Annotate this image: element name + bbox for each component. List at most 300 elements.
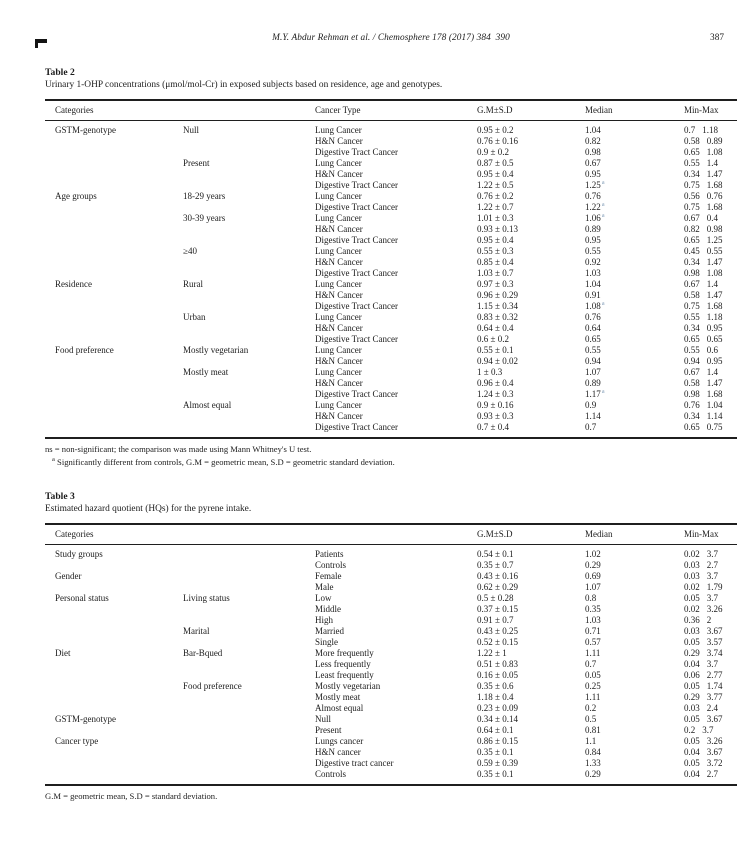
subcategory-cell: Present xyxy=(183,158,210,168)
median-cell: 0.29 xyxy=(585,768,601,779)
subcategory-cell: Food preference xyxy=(183,680,242,691)
table-row xyxy=(45,279,737,290)
category-cell xyxy=(45,169,183,180)
min-max-cell: 0.45 0.55 xyxy=(684,246,723,256)
table-row xyxy=(45,400,737,411)
item-cell: High xyxy=(315,614,333,625)
table-row xyxy=(45,758,737,769)
category-cell: Personal status xyxy=(55,592,109,603)
footnote-text: Significantly different from controls, G.M = geometric mean, S.D = geometric standard deviation. xyxy=(57,456,395,467)
item-cell: Lung Cancer xyxy=(315,191,362,201)
subcategory-cell xyxy=(183,571,315,582)
category-cell: Food preference xyxy=(55,345,114,355)
col-header-empty xyxy=(315,524,477,545)
min-max-cell: 0.58 0.89 xyxy=(684,136,723,146)
median-cell: 0.9 xyxy=(585,400,597,410)
min-max-cell: 0.75 1.68 xyxy=(684,202,723,212)
table3 xyxy=(45,523,737,786)
gm-sd-cell: 0.37 ± 0.15 xyxy=(477,603,518,614)
min-max-cell: 0.67 1.4 xyxy=(684,279,718,289)
category-cell xyxy=(45,692,183,703)
min-max-cell: 0.29 3.74 xyxy=(684,647,723,658)
min-max-cell: 0.65 0.65 xyxy=(684,334,723,344)
subcategory-cell: Mostly meat xyxy=(183,367,229,377)
gm-sd-cell: 0.5 ± 0.28 xyxy=(477,592,514,603)
category-cell xyxy=(45,422,183,438)
min-max-cell: 0.02 1.79 xyxy=(684,581,723,592)
subcategory-cell xyxy=(183,257,315,268)
min-max-cell: 0.7 1.18 xyxy=(684,125,718,135)
subcategory-cell xyxy=(183,356,315,367)
category-cell xyxy=(45,378,183,389)
table-row xyxy=(45,367,737,378)
min-max-cell: 0.65 1.25 xyxy=(684,235,723,245)
min-max-cell: 0.76 1.04 xyxy=(684,400,723,410)
table-row xyxy=(45,692,737,703)
median-cell: 0.29 xyxy=(585,559,601,570)
col-header-cancer-type: Cancer Type xyxy=(315,100,477,121)
category-cell xyxy=(45,670,183,681)
table3-footnotes xyxy=(45,791,737,802)
category-cell xyxy=(45,758,183,769)
col-header-empty xyxy=(183,100,315,121)
gm-sd-cell: 0.9 ± 0.2 xyxy=(477,147,509,157)
subcategory-cell xyxy=(183,747,315,758)
median-cell: 0.84 xyxy=(585,746,601,757)
min-max-cell: 0.03 2.4 xyxy=(684,702,718,713)
item-cell: H&N Cancer xyxy=(315,411,363,421)
item-cell: Digestive Tract Cancer xyxy=(315,268,398,278)
gm-sd-cell: 1.01 ± 0.3 xyxy=(477,213,514,223)
gm-sd-cell: 1 ± 0.3 xyxy=(477,367,503,377)
item-cell: Single xyxy=(315,636,339,647)
table2-header-row xyxy=(45,100,737,121)
significance-superscript: a xyxy=(601,389,605,395)
category-cell xyxy=(45,136,183,147)
gm-sd-cell: 0.9 ± 0.16 xyxy=(477,400,514,410)
category-cell xyxy=(45,703,183,714)
table-row xyxy=(45,257,737,268)
category-cell xyxy=(45,202,183,213)
median-cell: 0.95 xyxy=(585,235,601,245)
gm-sd-cell: 1.15 ± 0.34 xyxy=(477,301,518,311)
item-cell: Digestive Tract Cancer xyxy=(315,422,398,432)
gm-sd-cell: 0.91 ± 0.7 xyxy=(477,614,514,625)
median-cell: 0.64 xyxy=(585,323,601,333)
gm-sd-cell: 1.24 ± 0.3 xyxy=(477,389,514,399)
category-cell xyxy=(45,312,183,323)
subcategory-cell xyxy=(183,725,315,736)
min-max-cell: 0.58 1.47 xyxy=(684,378,723,388)
item-cell: Lung Cancer xyxy=(315,312,362,322)
gm-sd-cell: 0.93 ± 0.13 xyxy=(477,224,518,234)
item-cell: H&N Cancer xyxy=(315,378,363,388)
subcategory-cell xyxy=(183,769,315,785)
category-cell: Residence xyxy=(55,279,92,289)
category-cell xyxy=(45,224,183,235)
gm-sd-cell: 0.52 ± 0.15 xyxy=(477,636,518,647)
gm-sd-cell: 0.97 ± 0.3 xyxy=(477,279,514,289)
table-row xyxy=(45,670,737,681)
category-cell xyxy=(45,180,183,191)
category-cell xyxy=(45,582,183,593)
min-max-cell: 0.02 3.7 xyxy=(684,548,718,559)
category-cell xyxy=(45,301,183,312)
category-cell: Diet xyxy=(55,647,71,658)
median-cell: 0.69 xyxy=(585,570,601,581)
table-row xyxy=(45,180,737,191)
category-cell xyxy=(45,213,183,224)
category-cell xyxy=(45,389,183,400)
gm-sd-cell: 0.95 ± 0.4 xyxy=(477,235,514,245)
subcategory-cell xyxy=(183,224,315,235)
item-cell: H&N cancer xyxy=(315,746,361,757)
median-cell: 0.2 xyxy=(585,702,597,713)
item-cell: Female xyxy=(315,570,342,581)
table-row xyxy=(45,224,737,235)
min-max-cell: 0.67 1.4 xyxy=(684,367,718,377)
item-cell: Least frequently xyxy=(315,669,374,680)
item-cell: Controls xyxy=(315,559,347,570)
item-cell: More frequently xyxy=(315,647,374,658)
median-cell: 1.17$^a$ xyxy=(585,389,605,399)
item-cell: Married xyxy=(315,625,344,636)
item-cell: Lungs cancer xyxy=(315,735,364,746)
table-row xyxy=(45,637,737,648)
item-cell: H&N Cancer xyxy=(315,290,363,300)
table-row xyxy=(45,147,737,158)
gm-sd-cell: 1.22 ± 0.7 xyxy=(477,202,514,212)
page-header xyxy=(45,33,737,46)
table-row xyxy=(45,582,737,593)
table2-section xyxy=(45,67,737,467)
category-cell xyxy=(45,323,183,334)
median-cell: 1.25$^a$ xyxy=(585,180,605,190)
median-cell: 0.67 xyxy=(585,158,601,168)
table-row xyxy=(45,681,737,692)
category-cell: Age groups xyxy=(55,191,97,201)
item-cell: Mostly vegetarian xyxy=(315,680,381,691)
item-cell: Digestive Tract Cancer xyxy=(315,334,398,344)
min-max-cell: 0.98 1.08 xyxy=(684,268,723,278)
median-cell: 0.89 xyxy=(585,224,601,234)
table-row xyxy=(45,202,737,213)
min-max-cell: 0.2 3.7 xyxy=(684,724,714,735)
median-cell: 1.04 xyxy=(585,279,601,289)
category-cell xyxy=(45,147,183,158)
category-cell xyxy=(45,400,183,411)
median-cell: 1.03 xyxy=(585,614,601,625)
subcategory-cell xyxy=(183,604,315,615)
table-row xyxy=(45,593,737,604)
category-cell xyxy=(45,334,183,345)
min-max-cell: 0.04 3.67 xyxy=(684,746,723,757)
col-header-categories: Categories xyxy=(45,100,183,121)
subcategory-cell xyxy=(183,147,315,158)
median-cell: 1.33 xyxy=(585,757,601,768)
significance-superscript: a xyxy=(601,180,605,186)
item-cell: Less frequently xyxy=(315,658,371,669)
significance-superscript: a xyxy=(601,301,605,307)
col-header-min-max: Min-Max xyxy=(684,100,737,121)
item-cell: Digestive Tract Cancer xyxy=(315,301,398,311)
table-row xyxy=(45,648,737,659)
footnote-text: ns = non-significant; the comparison was made using Mann Whitney's U test. xyxy=(45,444,312,454)
gm-sd-cell: 0.7 ± 0.4 xyxy=(477,422,509,432)
category-cell xyxy=(45,637,183,648)
median-cell: 1.11 xyxy=(585,691,601,702)
min-max-cell: 0.34 1.47 xyxy=(684,257,723,267)
subcategory-cell xyxy=(183,703,315,714)
table-row xyxy=(45,246,737,257)
significance-superscript: a xyxy=(601,202,605,208)
gm-sd-cell: 0.23 ± 0.09 xyxy=(477,702,518,713)
subcategory-cell xyxy=(183,714,315,725)
min-max-cell: 0.65 1.08 xyxy=(684,147,723,157)
table-row xyxy=(45,736,737,747)
min-max-cell: 0.55 1.4 xyxy=(684,158,718,168)
item-cell: Lung Cancer xyxy=(315,158,362,168)
item-cell: Digestive Tract Cancer xyxy=(315,235,398,245)
median-cell: 1.07 xyxy=(585,367,601,377)
col-header-gm-sd: G.M±S.D xyxy=(477,100,585,121)
table3-section xyxy=(45,491,737,802)
gm-sd-cell: 1.18 ± 0.4 xyxy=(477,691,514,702)
table-row xyxy=(45,334,737,345)
min-max-cell: 0.05 3.72 xyxy=(684,757,723,768)
table-row xyxy=(45,191,737,202)
gm-sd-cell: 0.55 ± 0.3 xyxy=(477,246,514,256)
gm-sd-cell: 0.62 ± 0.29 xyxy=(477,581,518,592)
gm-sd-cell: 0.35 ± 0.1 xyxy=(477,746,514,757)
min-max-cell: 0.04 3.7 xyxy=(684,658,718,669)
table-row xyxy=(45,725,737,736)
col-header-median: Median xyxy=(585,100,684,121)
subcategory-cell: Mostly vegetarian xyxy=(183,345,249,355)
min-max-cell: 0.05 1.74 xyxy=(684,680,723,691)
table-row xyxy=(45,747,737,758)
item-cell: H&N Cancer xyxy=(315,224,363,234)
category-cell xyxy=(45,626,183,637)
min-max-cell: 0.34 1.47 xyxy=(684,169,723,179)
item-cell: H&N Cancer xyxy=(315,323,363,333)
subcategory-cell xyxy=(183,560,315,571)
table3-label: Table 3 xyxy=(45,490,75,502)
category-cell xyxy=(45,747,183,758)
subcategory-cell xyxy=(183,290,315,301)
min-max-cell: 0.58 1.47 xyxy=(684,290,723,300)
page-number: 387 xyxy=(710,33,724,43)
running-head: M.Y. Abdur Rehman et al. / Chemosphere 178 (2017) 384 390 xyxy=(272,33,510,43)
subcategory-cell xyxy=(183,544,315,560)
median-cell: 0.05 xyxy=(585,669,601,680)
subcategory-cell xyxy=(183,202,315,213)
subcategory-cell xyxy=(183,637,315,648)
col-header-categories: Categories xyxy=(45,524,183,545)
table-row xyxy=(45,378,737,389)
subcategory-cell: Marital xyxy=(183,625,210,636)
gm-sd-cell: 0.6 ± 0.2 xyxy=(477,334,509,344)
category-cell xyxy=(45,604,183,615)
gm-sd-cell: 1.22 ± 1 xyxy=(477,647,507,658)
category-cell xyxy=(45,356,183,367)
table-row xyxy=(45,626,737,637)
category-cell: GSTM-genotype xyxy=(55,125,116,135)
footnote xyxy=(45,455,737,467)
min-max-cell: 0.06 2.77 xyxy=(684,669,723,680)
median-cell: 0.76 xyxy=(585,191,601,201)
min-max-cell: 0.03 2.7 xyxy=(684,559,718,570)
subcategory-cell xyxy=(183,323,315,334)
subcategory-cell xyxy=(183,615,315,626)
gm-sd-cell: 0.51 ± 0.83 xyxy=(477,658,518,669)
item-cell: Digestive Tract Cancer xyxy=(315,202,398,212)
gm-sd-cell: 0.35 ± 0.6 xyxy=(477,680,514,691)
subcategory-cell: Bar-Bqued xyxy=(183,647,223,658)
gm-sd-cell: 0.95 ± 0.2 xyxy=(477,125,514,135)
footnote-text: G.M = geometric mean, S.D = standard deviation. xyxy=(45,790,218,801)
table2 xyxy=(45,99,737,439)
table2-footnotes xyxy=(45,444,737,467)
item-cell: Almost equal xyxy=(315,702,364,713)
gm-sd-cell: 0.76 ± 0.16 xyxy=(477,136,518,146)
median-cell: 0.94 xyxy=(585,356,601,366)
col-header-gm-sd: G.M±S.D xyxy=(477,524,585,545)
gm-sd-cell: 0.35 ± 0.1 xyxy=(477,768,514,779)
subcategory-cell: ≥40 xyxy=(183,246,197,256)
gm-sd-cell: 0.64 ± 0.1 xyxy=(477,724,514,735)
median-cell: 0.95 xyxy=(585,169,601,179)
median-cell: 0.8 xyxy=(585,592,597,603)
table-row xyxy=(45,268,737,279)
min-max-cell: 0.05 3.7 xyxy=(684,592,718,603)
subcategory-cell xyxy=(183,301,315,312)
subcategory-cell: 18-29 years xyxy=(183,191,226,201)
item-cell: H&N Cancer xyxy=(315,257,363,267)
table3-header-row xyxy=(45,524,737,545)
category-cell: Study groups xyxy=(55,548,103,559)
table-row xyxy=(45,560,737,571)
gm-sd-cell: 0.54 ± 0.1 xyxy=(477,548,514,559)
category-cell xyxy=(45,411,183,422)
subcategory-cell xyxy=(183,268,315,279)
median-cell: 1.06$^a$ xyxy=(585,213,605,223)
median-cell: 0.7 xyxy=(585,658,597,669)
table-row xyxy=(45,301,737,312)
gm-sd-cell: 0.55 ± 0.1 xyxy=(477,345,514,355)
min-max-cell: 0.55 1.18 xyxy=(684,312,723,322)
min-max-cell: 0.82 0.98 xyxy=(684,224,723,234)
min-max-cell: 0.02 3.26 xyxy=(684,603,723,614)
median-cell: 0.55 xyxy=(585,246,601,256)
median-cell: 0.81 xyxy=(585,724,601,735)
category-cell xyxy=(45,158,183,169)
median-cell: 0.91 xyxy=(585,290,601,300)
item-cell: Low xyxy=(315,592,332,603)
table-row xyxy=(45,345,737,356)
min-max-cell: 0.04 2.7 xyxy=(684,768,718,779)
table-row xyxy=(45,323,737,334)
median-cell: 0.25 xyxy=(585,680,601,691)
item-cell: Lung Cancer xyxy=(315,125,362,135)
item-cell: Null xyxy=(315,713,332,724)
table-row xyxy=(45,312,737,323)
category-cell xyxy=(45,367,183,378)
table-row xyxy=(45,389,737,400)
table-row xyxy=(45,769,737,785)
footnote-marker: a xyxy=(52,455,55,463)
item-cell: H&N Cancer xyxy=(315,136,363,146)
table3-caption: Estimated hazard quotient (HQs) for the pyrene intake. xyxy=(45,503,252,514)
median-cell: 0.65 xyxy=(585,334,601,344)
table-row xyxy=(45,703,737,714)
item-cell: Lung Cancer xyxy=(315,246,362,256)
min-max-cell: 0.75 1.68 xyxy=(684,180,723,190)
category-cell xyxy=(45,681,183,692)
subcategory-cell xyxy=(183,422,315,438)
table-row xyxy=(45,411,737,422)
item-cell: Mostly meat xyxy=(315,691,361,702)
category-cell xyxy=(45,659,183,670)
col-header-median: Median xyxy=(585,524,684,545)
median-cell: 1.11 xyxy=(585,647,601,658)
item-cell: Male xyxy=(315,581,334,592)
journal-page xyxy=(0,33,742,847)
min-max-cell: 0.94 0.95 xyxy=(684,356,723,366)
subcategory-cell: Rural xyxy=(183,279,203,289)
min-max-cell: 0.05 3.67 xyxy=(684,713,723,724)
table-row xyxy=(45,169,737,180)
subcategory-cell xyxy=(183,758,315,769)
table-row xyxy=(45,422,737,438)
item-cell: Digestive Tract Cancer xyxy=(315,389,398,399)
col-header-empty xyxy=(183,524,315,545)
table2-label: Table 2 xyxy=(45,67,75,78)
median-cell: 1.22$^a$ xyxy=(585,202,605,212)
table-row xyxy=(45,615,737,626)
category-cell: Gender xyxy=(55,570,82,581)
min-max-cell: 0.05 3.26 xyxy=(684,735,723,746)
category-cell xyxy=(45,257,183,268)
category-cell xyxy=(45,725,183,736)
min-max-cell: 0.75 1.68 xyxy=(684,301,723,311)
table-row xyxy=(45,213,737,224)
category-cell xyxy=(45,769,183,785)
gm-sd-cell: 1.22 ± 0.5 xyxy=(477,180,514,190)
table-row xyxy=(45,290,737,301)
gm-sd-cell: 0.96 ± 0.4 xyxy=(477,378,514,388)
median-cell: 0.5 xyxy=(585,713,597,724)
median-cell: 0.89 xyxy=(585,378,601,388)
median-cell: 0.35 xyxy=(585,603,601,614)
gm-sd-cell: 0.83 ± 0.32 xyxy=(477,312,518,322)
item-cell: Lung Cancer xyxy=(315,367,362,377)
subcategory-cell xyxy=(183,235,315,246)
min-max-cell: 0.05 3.57 xyxy=(684,636,723,647)
category-cell xyxy=(45,246,183,257)
subcategory-cell xyxy=(183,670,315,681)
median-cell: 1.04 xyxy=(585,125,601,135)
category-cell xyxy=(45,560,183,571)
subcategory-cell xyxy=(183,378,315,389)
table-row xyxy=(45,544,737,560)
gm-sd-cell: 0.87 ± 0.5 xyxy=(477,158,514,168)
table-row xyxy=(45,235,737,246)
item-cell: Lung Cancer xyxy=(315,213,362,223)
min-max-cell: 0.65 0.75 xyxy=(684,422,723,432)
category-cell: GSTM-genotype xyxy=(55,713,116,724)
median-cell: 1.03 xyxy=(585,268,601,278)
